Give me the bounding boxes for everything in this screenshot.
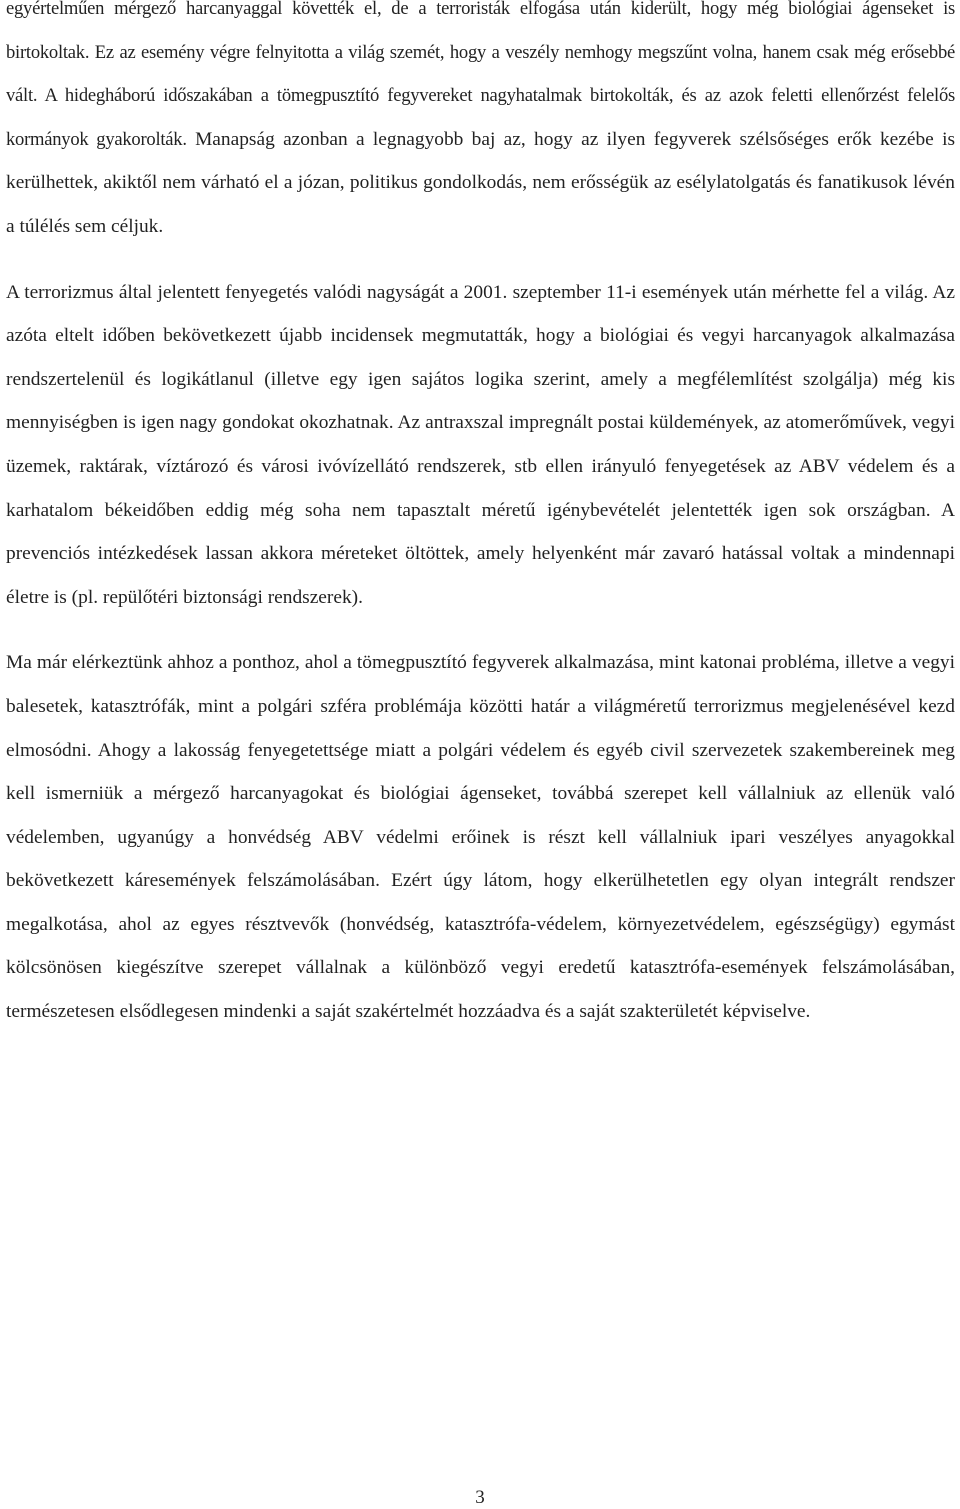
text-segment: Manapság azonban a legnagyobb baj az, hogy az ilyen fegyverek szélsőséges erők kezébe is kerülhettek, akiktől nem várható el a józan, politikus gondolkodás, nem erősségük az esélylatolgatás és fanatikusok lévén a túlélés sem céljuk.: [6, 128, 956, 237]
page-number: 3: [475, 1487, 485, 1508]
paragraph-1: [6, 0, 955, 249]
text-segment: Ma már elérkeztünk ahhoz a ponthoz, ahol a tömegpusztító fegyverek alkalmazása, mint katonai probléma, illetve a vegyi balesetek, katasztrófák, mint a polgári szféra problémája közötti határ a világméretű terrorizmus megjelenésével kezd elmosódni. Ahogy a lakosság fenyegetettsége miatt a polgári védelem és egyéb civil szervezetek szakembereinek meg kell ismerniük a mérgező harcanyagokat és biológiai ágenseket, továbbá szerepet kell vállalniuk az ellenük való védelemben, ugyanúgy a honvédség ABV védelmi erőinek is részt kell vállalniuk ipari veszélyes anyagokkal bekövetkezett káresemények felszámolásában. Ezért úgy látom, hogy elkerülhetetlen egy olyan integrált rendszer megalkotása, ahol az egyes résztvevők (honvédség, katasztrófa-védelem, környezetvédelem, egészségügy) egymást kölcsönösen kiegészítve szerepet vállalnak a különböző vegyi eredetű katasztrófa-események felszámolásában, természetesen elsődlegesen mindenki a saját szakértelmét hozzáadva és a saját szakterületét képviselve.: [6, 652, 955, 1023]
paragraph-2: [6, 271, 955, 620]
text-segment: A terrorizmus által jelentett fenyegetés valódi nagyságát a 2001. szeptember 11-i események után mérhette fel a világ.: [6, 281, 929, 303]
document-body: [6, 0, 955, 1034]
paragraph-3: [6, 641, 955, 1033]
text-segment: egyértelműen mérgező harcanyaggal követték el, de a terroristák elfogása után kiderült, hogy még biológiai ágenseket is birtokoltak. Ez az esemény végre felnyitotta a világ szemét, hogy a veszély nemhogy megszűnt volna, hanem csak még erősebbé vált. A hidegháború időszakában a tömegpusztító fegyvereket nagyhatalmak birtokolták, és az azok feletti ellenőrzést felelős kormányok gyakorolták.: [6, 0, 955, 150]
text-segment: Az azóta eltelt időben bekövetkezett újabb incidensek megmutatták, hogy a biológiai és vegyi harcanyagok alkalmazása rendszertelenül és logikátlanul (illetve egy igen sajátos logika szerint, amely a megfélemlítést szolgálja) még kis mennyiségben is igen nagy gondokat okozhatnak. Az antraxszal impregnált postai küldemények, az atomerőművek, vegyi üzemek, raktárak, víztározó és városi ivóvízellátó rendszerek, stb ellen irányuló fenyegetések az ABV védelem és a karhatalom békeidőben eddig még soha nem tapasztalt méretű igénybevételét jelentették igen sok országban. A prevenciós intézkedések lassan akkora méreteket öltöttek, amely helyenként már zavaró hatással voltak a mindennapi életre is (pl. repülőtéri biztonsági rendszerek).: [6, 281, 955, 608]
